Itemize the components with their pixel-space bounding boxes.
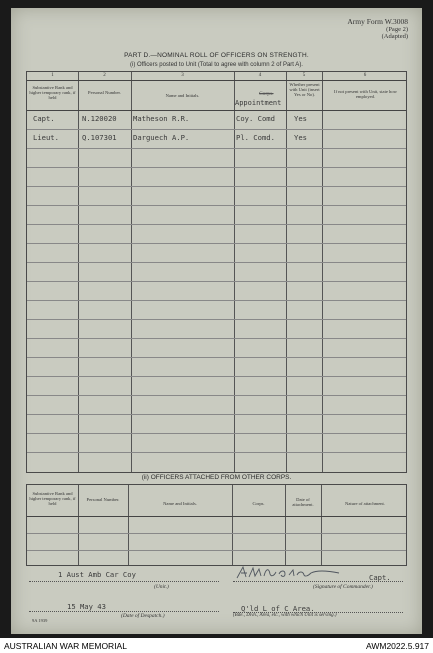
header-appointment: Appointment — [235, 99, 282, 107]
credit-accession: AWM2022.5.917 — [366, 641, 429, 651]
date-line — [29, 611, 219, 612]
row2-name: Darguech A.P. — [133, 133, 190, 142]
officers-attached-table — [26, 484, 407, 566]
signature-line — [233, 581, 403, 582]
col-number-3: 3 — [181, 73, 184, 78]
officers-posted-table — [26, 71, 407, 473]
print-code: 9A 1939 — [32, 618, 48, 623]
col-number-6: 6 — [363, 73, 367, 78]
signature-caption: (Signature of Commander.) — [313, 584, 373, 590]
t2-header-nature: Nature of attachment. — [345, 501, 385, 506]
col-number-1: 1 — [51, 73, 54, 78]
section2-title: (ii) OFFICERS ATTACHED FROM OTHER CORPS. — [141, 474, 292, 481]
row1-appointment: Coy. Comd — [236, 114, 275, 123]
row2-rank: Lieut. — [33, 133, 59, 142]
form-identifier — [347, 18, 408, 41]
commander-rank: Capt. — [369, 573, 391, 582]
row2-appointment: Pl. Comd. — [236, 133, 275, 142]
part-title: PART D.—NOMINAL ROLL OF OFFICERS ON STRENGTH. — [124, 52, 309, 59]
col-number-2: 2 — [103, 73, 106, 78]
header-present: Whether present with Unit (insert Yes or No). — [289, 82, 320, 98]
document-sheet — [11, 8, 422, 634]
form-number: Army Form W.3008 — [347, 17, 408, 26]
date-value: 15 May 43 — [67, 602, 106, 611]
row2-number: Q.107301 — [82, 133, 117, 142]
unit-line — [29, 581, 219, 582]
col-number-5: 5 — [302, 73, 306, 78]
commander-signature — [233, 564, 343, 582]
t2-header-personal-number: Personal Number. — [86, 497, 120, 502]
header-rank: Substantive Rank and higher temporary rank, if held — [29, 85, 76, 101]
date-caption: (Date of Despatch.) — [121, 613, 165, 619]
area-caption: (Bde., Divn., Area, etc., with which Unit is serving.) — [233, 613, 337, 618]
header-corps-struck: Corps. — [259, 91, 274, 97]
credit-institution: AUSTRALIAN WAR MEMORIAL — [4, 641, 127, 651]
t2-header-date: Date of attachment. — [292, 497, 314, 508]
header-employed: If not present with Unit, state how employed. — [334, 89, 397, 100]
credit-bar — [0, 638, 433, 653]
section1-title: (i) Officers posted to Unit (Total to agree with column 2 of Part A). — [130, 62, 303, 68]
row1-number: N.120020 — [82, 114, 117, 123]
header-personal-number: Personal Number. — [88, 90, 121, 95]
form-page: (Page 2) — [386, 25, 408, 33]
header-name: Name and Initials. — [165, 93, 200, 98]
row1-present: Yes — [294, 114, 307, 123]
unit-caption: (Unit.) — [154, 584, 169, 590]
col-number-4: 4 — [258, 73, 262, 78]
row2-present: Yes — [294, 133, 307, 142]
row1-rank: Capt. — [33, 114, 55, 123]
t2-header-name: Name and Initials. — [163, 501, 197, 506]
form-adapted: (Adapted) — [381, 33, 408, 40]
t2-header-corps: Corps. — [252, 501, 265, 506]
area-value: Q'ld L of C Area. — [241, 604, 315, 613]
t2-header-rank: Substantive Rank and higher temporary rank, if held — [29, 491, 76, 507]
unit-value: 1 Aust Amb Car Coy — [58, 570, 136, 579]
row1-name: Matheson R.R. — [133, 114, 190, 123]
